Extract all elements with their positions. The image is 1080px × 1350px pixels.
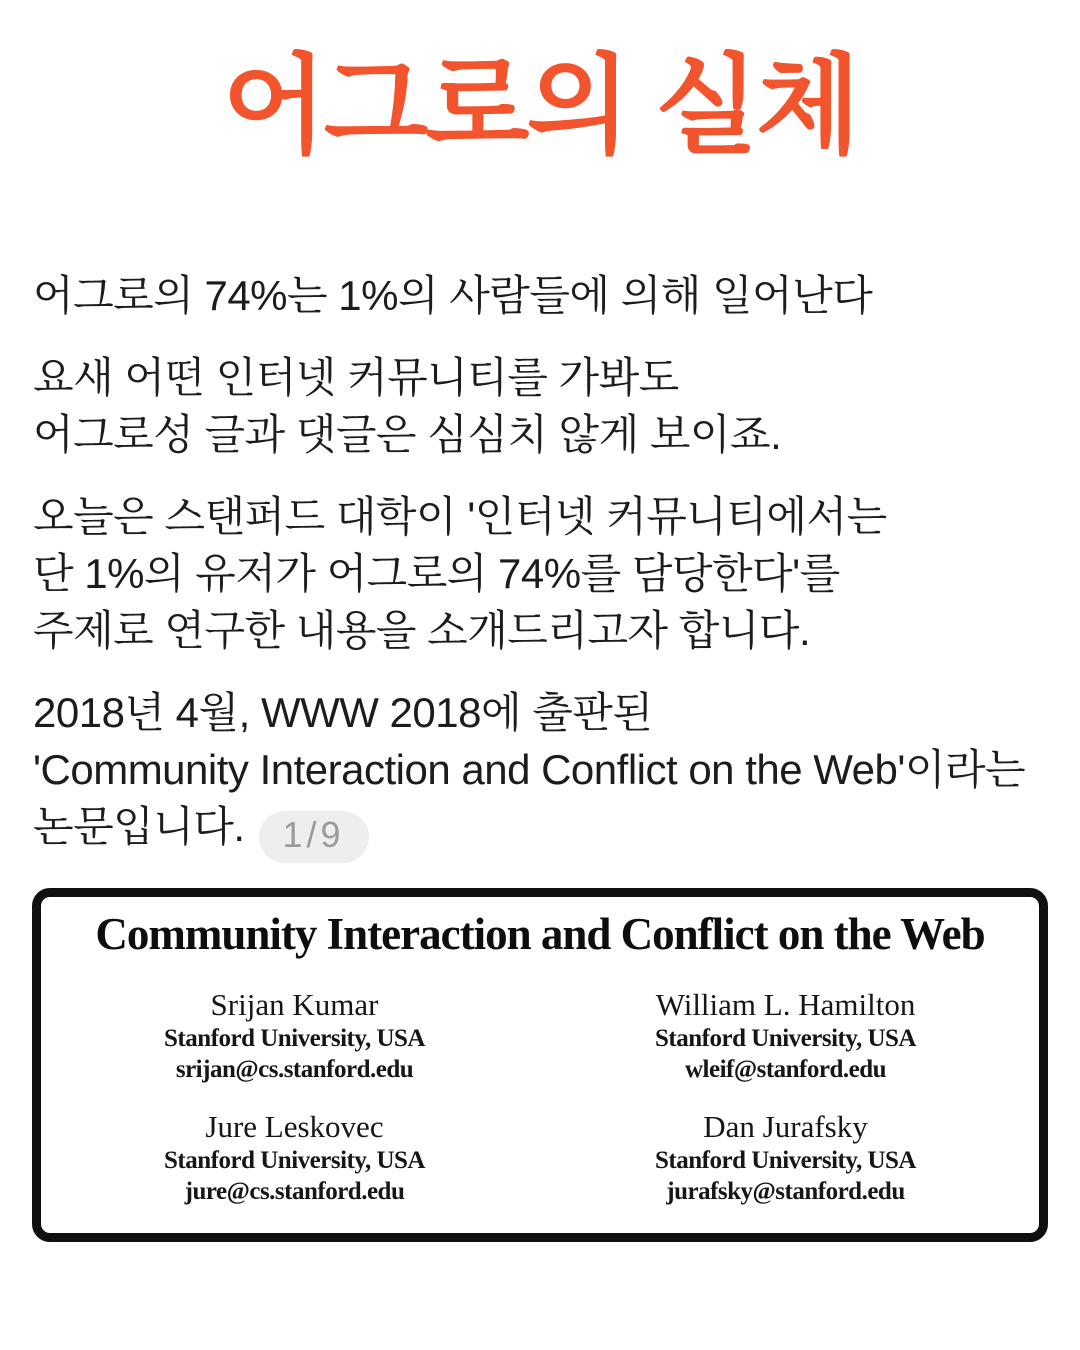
paragraph-3 bbox=[33, 488, 1047, 659]
author-email: jurafsky@stanford.edu bbox=[666, 1178, 905, 1206]
text-line: 오늘은 스탠퍼드 대학이 '인터넷 커뮤니티에서는 bbox=[33, 493, 887, 541]
author-affiliation: Stanford University, USA bbox=[164, 1025, 425, 1053]
text-line: 어그로성 글과 댓글은 심심치 않게 보이죠. bbox=[33, 411, 782, 459]
text-line: 어그로의 74%는 1%의 사람들에 의해 일어난다 bbox=[33, 272, 873, 320]
paragraph-1 bbox=[33, 267, 1047, 324]
author-block bbox=[540, 987, 1031, 1085]
author-name: Dan Jurafsky bbox=[703, 1109, 868, 1145]
paper-authors bbox=[49, 987, 1031, 1207]
author-email: jure@cs.stanford.edu bbox=[184, 1178, 405, 1206]
text-line: 주제로 연구한 내용을 소개드리고자 합니다. bbox=[33, 607, 811, 655]
page-indicator-badge: 1/9 bbox=[259, 811, 369, 863]
author-name: William L. Hamilton bbox=[655, 987, 916, 1023]
paragraph-2 bbox=[33, 349, 1047, 463]
text-line: 요새 어떤 인터넷 커뮤니티를 가봐도 bbox=[33, 354, 679, 402]
body-text bbox=[0, 267, 1080, 863]
text-line: 'Community Interaction and Conflict on the Web'이라는 bbox=[33, 746, 1026, 794]
author-block bbox=[540, 1109, 1031, 1207]
author-name: Jure Leskovec bbox=[205, 1109, 384, 1145]
author-affiliation: Stanford University, USA bbox=[655, 1147, 916, 1175]
author-block bbox=[49, 987, 540, 1085]
author-affiliation: Stanford University, USA bbox=[655, 1025, 916, 1053]
text-line: 단 1%의 유저가 어그로의 74%를 담당한다'를 bbox=[33, 550, 840, 598]
author-email: srijan@cs.stanford.edu bbox=[175, 1056, 414, 1084]
text-line: 2018년 4월, WWW 2018에 출판된 bbox=[33, 689, 653, 737]
paper-title: Community Interaction and Conflict on the Web bbox=[95, 909, 985, 960]
text-line: 논문입니다. bbox=[33, 803, 245, 851]
page-title: 어그로의 실체 bbox=[222, 45, 858, 166]
paragraph-4 bbox=[33, 684, 1047, 863]
paper-screenshot bbox=[32, 888, 1048, 1242]
author-name: Srijan Kumar bbox=[210, 987, 379, 1023]
text-line-with-badge bbox=[33, 798, 1047, 863]
author-block bbox=[49, 1109, 540, 1207]
author-affiliation: Stanford University, USA bbox=[164, 1147, 425, 1175]
author-email: wleif@stanford.edu bbox=[684, 1056, 887, 1084]
